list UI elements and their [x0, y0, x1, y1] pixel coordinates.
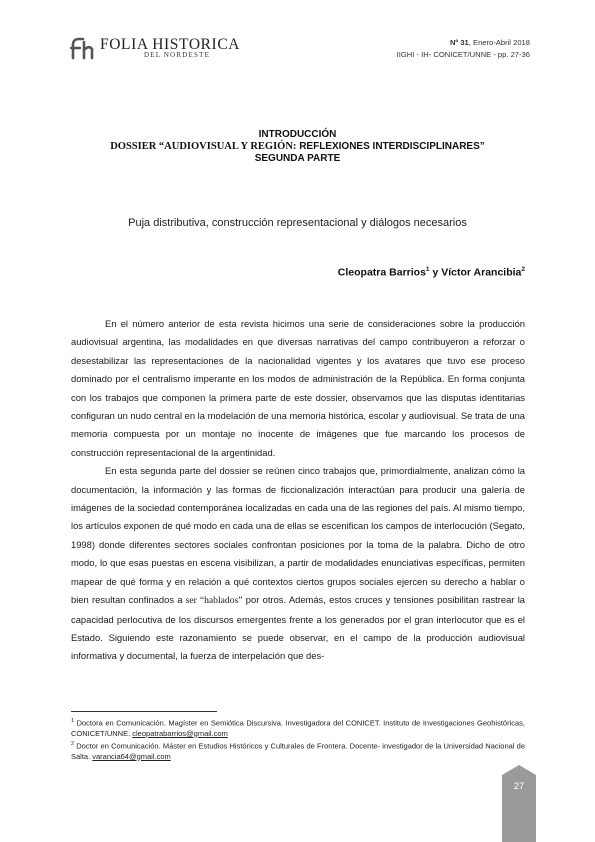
- issue-line: [397, 37, 530, 49]
- footnote-1-email-link[interactable]: cleopatrabarrios@gmail.com: [132, 728, 228, 738]
- article-title: [60, 129, 535, 165]
- paragraph-1: En el número anterior de esta revista hicimos una serie de consideraciones sobre la producción audiovisual argentina, las modalidades en que diversas narrativas del campo contribuyeron a reforzar o desestabilizar las representaciones de la nacionalidad vigentes y los avatares que tuvo ese proceso dominado por el centralismo imperante en los modos de administración de la República. En forma conjunta con los trabajos que componen la primera parte de este dossier, observamos que las disputas identitarias configuran un nudo central en la modelación de una memoria histórica, escolar y audiovisual. Se trata de una memoria compuesta por un montaje no inocente de imágenes que fue marcando los procesos de construcción representacional de la argentinidad.: [71, 318, 525, 458]
- journal-subtitle: DEL NORDESTE: [144, 51, 211, 59]
- footnote-1-text: Doctora en Comunicación. Magíster en Semiótica Discursiva. Investigadora del CONICET. Instituto de Investigaciones Geohistóricas, CONICET/UNNE.: [71, 718, 525, 738]
- paragraph-2-part-2: por otros. Además, estos cruces y tensiones posibilitan rastrear la capacidad perlocutiva de los discursos emergentes frente a los generados por el gran interlocutor que es el Estado. Siguiendo este razonamiento se puede observar, en el campo de la producción audiovisual informativa y documental, la fuerza de interpelación que des-: [71, 594, 526, 662]
- title-line-2: [60, 141, 535, 153]
- issue-date: , Enero-Abril 2018: [468, 38, 530, 47]
- footnote-1: [71, 716, 525, 739]
- footnote-ref-1[interactable]: 1: [425, 266, 430, 273]
- paragraph-2: [71, 462, 525, 665]
- issue-source: IIGHI - IH- CONICET/UNNE - pp. 27-36: [396, 49, 530, 59]
- footnote-2-email-link[interactable]: varancia64@gmail.com: [92, 751, 171, 761]
- footnote-2-mark: 2: [71, 740, 75, 747]
- title-line-3: SEGUNDA PARTE: [254, 153, 341, 164]
- folia-logo-icon: [70, 36, 102, 60]
- title-line-2-rest: REFLEXIONES INTERDISCIPLINARES”: [296, 141, 485, 152]
- author-1: Cleopatra Barrios: [337, 266, 426, 279]
- author-conjunction: y: [429, 266, 442, 279]
- article-body: [71, 315, 525, 666]
- author-2: Víctor Arancibia: [441, 266, 522, 279]
- page-number-tab: [502, 775, 536, 842]
- authors: [338, 266, 525, 279]
- footnote-2: [71, 739, 525, 762]
- paragraph-2-part-1: En esta segunda parte del dossier se reúnen cinco trabajos que, primordialmente, analizan cómo la documentación, la información y las formas de ficcionalización interactúan para producir una galería de imágenes de la sociedad contemporánea localizadas en cada una de las regiones del país. Al mismo tiempo, los artículos exponen de qué modo en cada una de ellas se escenifican los campos de interlocución (Segato, 1998) donde diferentes sectores sociales confrontan posiciones por la toma de la palabra. Dicho de otro modo, lo que esas puestas en escena visibilizan, a partir de modalidades enunciativas específicas, permiten mapear de qué forma y en relación a qué contextos ciertos grupos sociales ejercen su derecho a hablar o bien resultan confinados a: [71, 465, 525, 606]
- issue-number: Nº 31: [449, 38, 469, 47]
- article-subtitle: Puja distributiva, construcción representacional y diálogos necesarios: [128, 217, 467, 229]
- footnote-divider: [71, 711, 217, 712]
- title-line-1: INTRODUCCIÓN: [258, 129, 337, 140]
- issue-info: [397, 37, 530, 60]
- footnote-2-text: Doctor en Comunicación. Máster en Estudios Históricos y Culturales de Frontera. Docente- investigador de la Universidad Nacional de Salta.: [71, 741, 525, 761]
- footnotes: [71, 716, 525, 762]
- footnote-ref-2[interactable]: 2: [521, 266, 525, 273]
- paragraph-2-quote: ser “hablados”: [182, 595, 243, 607]
- journal-logo: [70, 36, 250, 62]
- page-number: 27: [513, 781, 525, 792]
- footnote-1-mark: 1: [71, 718, 75, 724]
- title-line-2-serif: DOSSIER “AUDIOVISUAL Y REGIÓN:: [110, 141, 297, 152]
- journal-title: FOLIA HISTORICA: [100, 36, 241, 53]
